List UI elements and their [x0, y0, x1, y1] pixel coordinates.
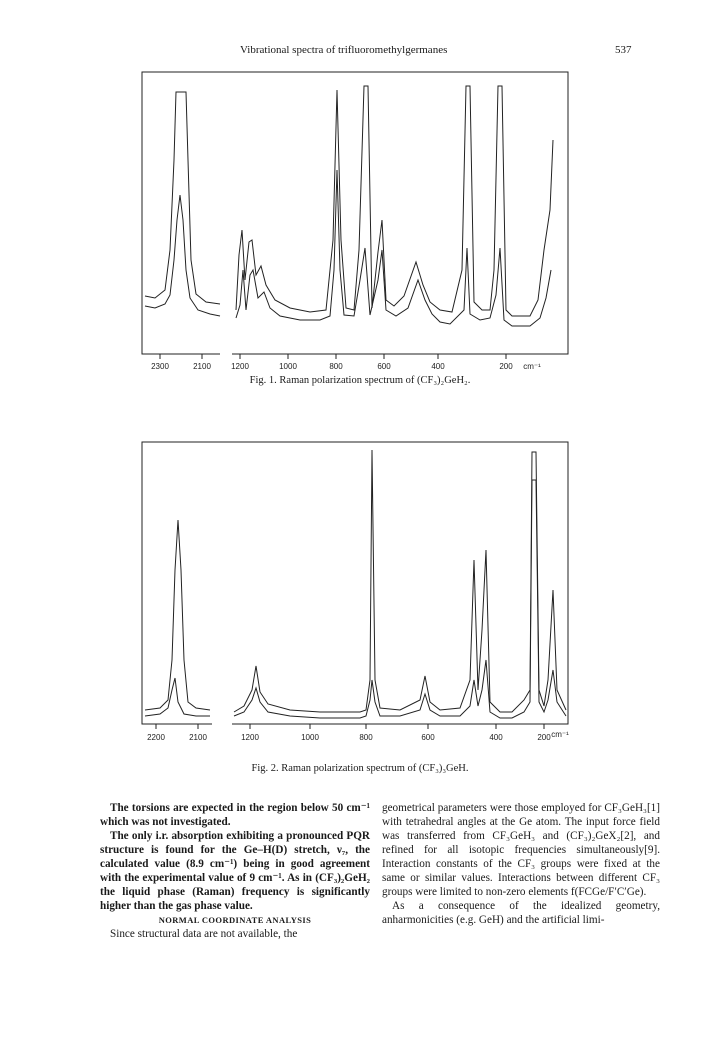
- figure-2-tick-labels: [147, 730, 569, 742]
- figure-2-tick-label: 1000: [301, 733, 319, 742]
- figure-2-trace-a: [145, 450, 566, 712]
- paragraph: The only i.r. absorption exhibiting a pronounced PQR structure is found for the Ge–H(D) stretch, ν₇, the calculated value (8.9 cm⁻¹) being in good agreement with the experimental value of 9 cm⁻¹. As in (CF₃)₂GeH₂ the liquid phase (Raman) frequency is significantly higher than the gas phase value.: [100, 830, 370, 912]
- figure-1-tick-label: 1000: [279, 362, 297, 370]
- section-heading: NORMAL COORDINATE ANALYSIS: [158, 915, 312, 925]
- figure-2-tick-label: 800: [359, 733, 373, 742]
- figure-2: [140, 440, 580, 742]
- figure-1-tick-label: 200: [499, 362, 513, 370]
- paragraph: geometrical parameters were those employed for CF₃GeH₃[1] with tetrahedral angles at the Ge atom. The input force field was transferred from CF₃GeH₃ and (CF₃)₂GeX₂[2], and refined for all isotopic frequencies simultaneously[9]. Interaction constants of the CF₃ groups were fixed at the same or similar values. Interactions between different CF₃ groups were limited to non-zero elements f(FCGe/F′C′Ge).: [382, 802, 660, 898]
- figure-2-tick-label: 2100: [189, 733, 207, 742]
- figure-2-caption: Fig. 2. Raman polarization spectrum of (CF₃)₃GeH.: [251, 763, 469, 774]
- paragraph: The torsions are expected in the region below 50 cm⁻¹ which was not investigated.: [100, 802, 370, 828]
- figure-1-tick-label: 600: [377, 362, 391, 370]
- running-header: [0, 44, 720, 60]
- body-column-left: [100, 801, 370, 941]
- figure-1-unit-label: cm⁻¹: [523, 362, 541, 370]
- figure-1-tick-label: 1200: [231, 362, 249, 370]
- figure-1-tick-label: 2100: [193, 362, 211, 370]
- figure-2-tick-label: 2200: [147, 733, 165, 742]
- body-column-right: [382, 801, 660, 927]
- figure-2-tick-label: 200: [537, 733, 551, 742]
- figure-2-plot: [140, 440, 580, 742]
- figure-1-ticks: [160, 354, 506, 359]
- figure-1-tick-label: 400: [431, 362, 445, 370]
- figure-2-frame: [142, 442, 568, 724]
- figure-2-tick-label: 400: [489, 733, 503, 742]
- paragraph: As a consequence of the idealized geometry, anharmonicities (e.g. GeH) and the artificial limi-: [382, 900, 660, 926]
- figure-2-tick-label: 1200: [241, 733, 259, 742]
- figure-1-caption: Fig. 1. Raman polarization spectrum of (CF₃)₂GeH₂.: [249, 375, 471, 386]
- figure-2-trace-b: [145, 480, 566, 718]
- figure-1-trace-a: [145, 170, 551, 326]
- figure-1-tick-labels: [151, 362, 541, 370]
- paragraph: Since structural data are not available, the: [110, 928, 298, 940]
- figure-1: [140, 70, 580, 370]
- figure-1-tick-label: 800: [329, 362, 343, 370]
- figure-1-trace-b: [145, 86, 553, 316]
- figure-1-plot: [140, 70, 580, 370]
- page-number: 537: [615, 44, 632, 56]
- running-title: Vibrational spectra of trifluoromethylgermanes: [240, 44, 448, 56]
- figure-2-tick-label: 600: [421, 733, 435, 742]
- figure-1-tick-label: 2300: [151, 362, 169, 370]
- figure-2-unit-label: cm⁻¹: [551, 730, 569, 739]
